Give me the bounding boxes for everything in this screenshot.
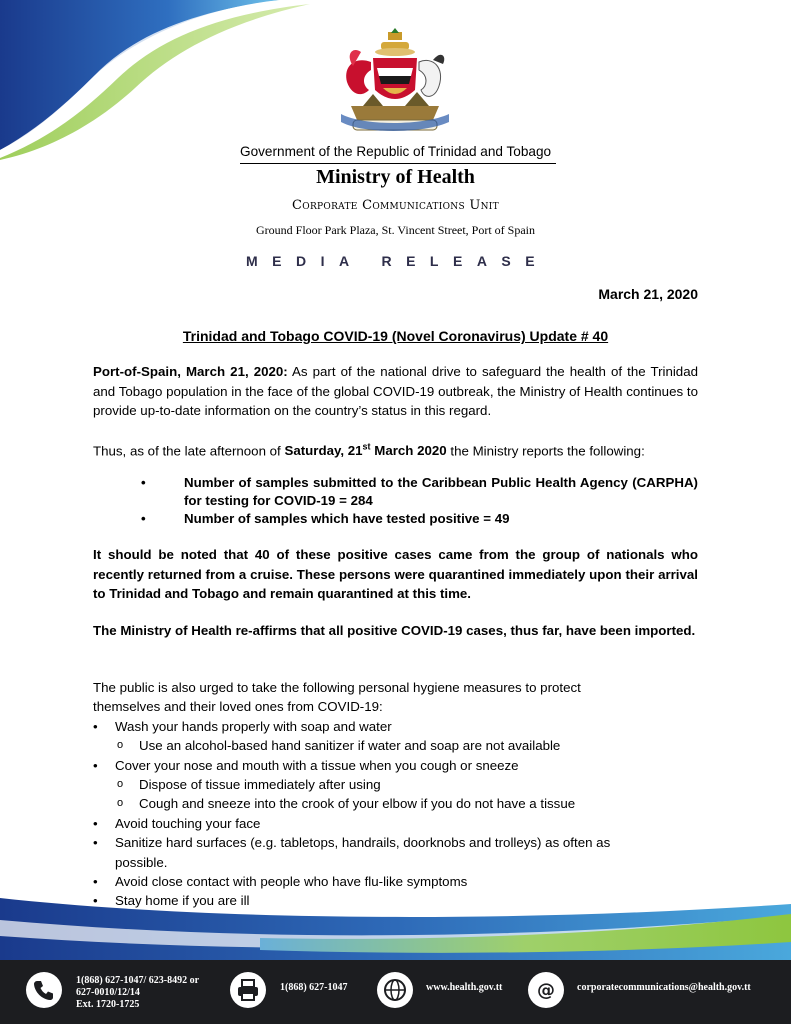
ministry-name: Ministry of Health [316,166,475,188]
phone-icon [26,972,62,1008]
hygiene-subitem: Use an alcohol-based hand sanitizer if water and soap are not available [139,738,561,754]
list-item [93,814,693,833]
unit-name: Corporate Communications Unit [292,198,499,213]
contact-footer [0,960,791,1024]
bullet-icon: • [93,893,98,909]
list-item [93,794,693,813]
email-link[interactable]: corporatecommunications@health.gov.tt [577,982,751,993]
website-link[interactable]: www.health.gov.tt [426,982,503,993]
list-item [93,736,693,755]
bullet-icon: • [93,718,98,734]
intro-text: As part of the national drive to safeguard the health of the Trinidad and Tobago population in the face of the global COVID-19 outbreak, the Ministry of Health continues to provide up-to-date information on the country’s status in this regard. [93,364,698,418]
bullet-icon: • [141,511,146,526]
hygiene-item: Sanitize hard surfaces (e.g. tabletops, handrails, doorknobs and trolleys) as often as possible. [115,835,611,870]
stat-samples-submitted: Number of samples submitted to the Caribbean Public Health Agency (CARPHA) for testing for COVID-19 = 284 [184,475,698,508]
phone-numbers [76,975,199,1011]
list-item [93,756,693,775]
coat-of-arms-emblem [333,28,457,138]
status-suffix: the Ministry reports the following: [446,443,645,459]
hygiene-item: Wash your hands properly with soap and water [115,718,392,734]
list-item [93,474,698,510]
header-divider [240,163,556,164]
fax-number: 1(868) 627-1047 [280,982,348,993]
list-item [93,775,693,794]
status-day: Saturday, 21 [284,443,363,459]
hygiene-section [93,678,693,911]
circle-bullet-icon: o [117,739,124,752]
stat-samples-positive: Number of samples which have tested positive = 49 [184,511,510,526]
bullet-icon: • [93,835,98,851]
svg-text:@: @ [537,980,555,1001]
list-item [93,717,693,736]
hygiene-item: Avoid close contact with people who have flu-like symptoms [115,874,468,890]
bullet-icon: • [93,874,98,890]
hygiene-item: Stay home if you are ill [115,893,250,909]
release-title: Trinidad and Tobago COVID-19 (Novel Coronavirus) Update # 40 [182,328,609,344]
phone-extension: Ext. 1720-1725 [76,999,140,1010]
email-at-icon [528,972,564,1008]
globe-icon [377,972,413,1008]
media-release-label: MEDIA RELEASE [246,253,550,269]
status-day-suffix: st [362,442,371,452]
bullet-icon: • [93,757,98,773]
status-prefix: Thus, as of the late afternoon of [93,443,285,459]
hygiene-subitem: Dispose of tissue immediately after using [139,777,381,793]
hygiene-item: Cover your nose and mouth with a tissue when you cough or sneeze [115,757,519,773]
government-name: Government of the Republic of Trinidad and Tobago [240,144,552,159]
stats-list [93,474,698,528]
bullet-icon: • [141,475,146,490]
phone-line: 1(868) 627-1047/ 623-8492 or [76,975,200,986]
intro-paragraph [93,362,698,421]
hygiene-subitem: Cough and sneeze into the crook of your elbow if you do not have a tissue [139,796,576,812]
fax-icon [230,972,266,1008]
header-swoosh [0,0,320,160]
status-line [93,438,698,461]
intro-lead: Port-of-Spain, March 21, 2020: [93,364,288,379]
imported-note: The Ministry of Health re-affirms that all positive COVID-19 cases, thus far, have been imported. [93,623,696,638]
circle-bullet-icon: o [117,778,124,791]
ministry-address: Ground Floor Park Plaza, St. Vincent Street, Port of Spain [255,223,536,237]
cruise-note: It should be noted that 40 of these positive cases came from the group of nationals who recently returned from a cruise. These persons were quarantined immediately upon their arrival to Trinidad and Tobago and remain quarantined at this time. [93,547,698,601]
circle-bullet-icon: o [117,797,124,810]
bullet-icon: • [93,815,98,831]
phone-line: 627-0010/12/14 [76,987,140,998]
list-item [93,833,645,872]
hygiene-intro: The public is also urged to take the following personal hygiene measures to protect themselves and their loved ones from COVID-19: [93,680,581,715]
footer-swoosh [0,880,791,960]
status-month: March 2020 [370,443,447,459]
list-item [93,510,698,528]
release-date: March 21, 2020 [598,286,698,302]
hygiene-item: Avoid touching your face [115,815,261,831]
